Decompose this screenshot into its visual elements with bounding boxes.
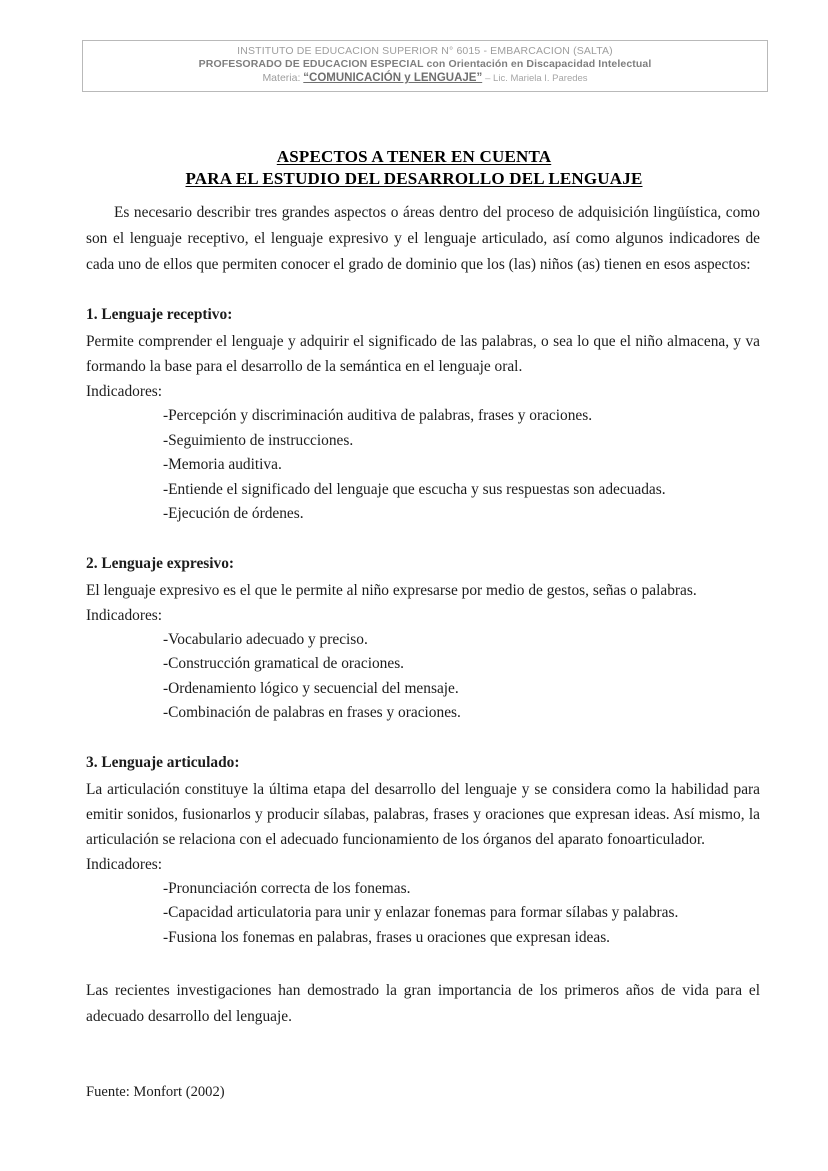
list-item: -Capacidad articulatoria para unir y enlazar fonemas para formar sílabas y palabras. (163, 904, 679, 921)
program-name: PROFESORADO DE EDUCACION ESPECIAL con Orientación en Discapacidad Intelectual (198, 58, 652, 70)
list-item: -Construcción gramatical de oraciones. (163, 655, 405, 672)
indicators-label: Indicadores: (86, 606, 163, 624)
list-item: -Combinación de palabras en frases y oraciones. (163, 704, 461, 721)
lecturer-name: – Lic. Mariela I. Paredes (485, 73, 588, 84)
section-body: La articulación constituye la última etapa del desarrollo del lenguaje y se considera como la habilidad para emitir sonidos, fusionarlos y producir sílabas, palabras, frases y oraciones que expresan ideas. Así mismo, la articulación se relaciona con el adecuado funcionamiento de los órganos del aparato fonoarticulador. (86, 780, 760, 848)
source-citation: Fuente: Monfort (2002) (86, 1084, 225, 1100)
closing-paragraph: Las recientes investigaciones han demostrado la gran importancia de los primeros años de vida para el adecuado desarrollo del lenguaje. (86, 982, 760, 1025)
section-expressive-language (86, 552, 760, 726)
section-heading: 3. Lenguaje articulado: (86, 753, 240, 771)
section-articulated-language (86, 751, 760, 951)
section-heading: 2. Lenguaje expresivo: (86, 554, 235, 572)
indicators-list (86, 628, 760, 726)
subject-line (89, 71, 761, 86)
page-title-line-1: ASPECTOS A TENER EN CUENTA (276, 147, 552, 166)
subject-name: “COMUNICACIÓN y LENGUAJE” (303, 72, 483, 84)
institution-name: INSTITUTO DE EDUCACION SUPERIOR N° 6015 - EMBARCACION (SALTA) (237, 45, 613, 57)
list-item: -Percepción y discriminación auditiva de palabras, frases y oraciones. (163, 407, 593, 424)
list-item: -Ordenamiento lógico y secuencial del mensaje. (163, 679, 459, 697)
list-item: -Pronunciación correcta de los fonemas. (163, 879, 411, 897)
list-item: -Entiende el significado del lenguaje que escucha y sus respuestas son adecuadas. (163, 480, 666, 498)
subject-label: Materia: (262, 72, 301, 84)
page-title-line-2: PARA EL ESTUDIO DEL DESARROLLO DEL LENGUAJE (185, 169, 643, 188)
section-receptive-language (86, 303, 760, 527)
list-item: -Fusiona los fonemas en palabras, frases u oraciones que expresan ideas. (163, 928, 611, 946)
list-item: -Vocabulario adecuado y preciso. (163, 630, 368, 648)
section-body: El lenguaje expresivo es el que le permite al niño expresarse por medio de gestos, señas o palabras. (86, 581, 697, 599)
indicators-list (86, 404, 760, 527)
list-item: -Ejecución de órdenes. (163, 505, 304, 522)
document-body (86, 200, 760, 1103)
indicators-label: Indicadores: (86, 383, 163, 400)
list-item: -Memoria auditiva. (163, 456, 282, 473)
list-item: -Seguimiento de instrucciones. (163, 431, 354, 449)
section-body: Permite comprender el lenguaje y adquirir el significado de las palabras, o sea lo que el niño almacena, y va formando la base para el desarrollo de la semántica en el lenguaje oral. (86, 333, 760, 375)
page-title (0, 146, 828, 190)
indicators-list (86, 877, 760, 951)
section-heading: 1. Lenguaje receptivo: (86, 306, 233, 323)
intro-paragraph: Es necesario describir tres grandes aspectos o áreas dentro del proceso de adquisición lingüística, como son el lenguaje receptivo, el lenguaje expresivo y el lenguaje articulado, así como algunos indicadores de cada uno de ellos que permiten conocer el grado de dominio que los (las) niños (as) tienen en esos aspectos: (86, 204, 760, 273)
institution-header (82, 40, 768, 92)
indicators-label: Indicadores: (86, 855, 163, 873)
